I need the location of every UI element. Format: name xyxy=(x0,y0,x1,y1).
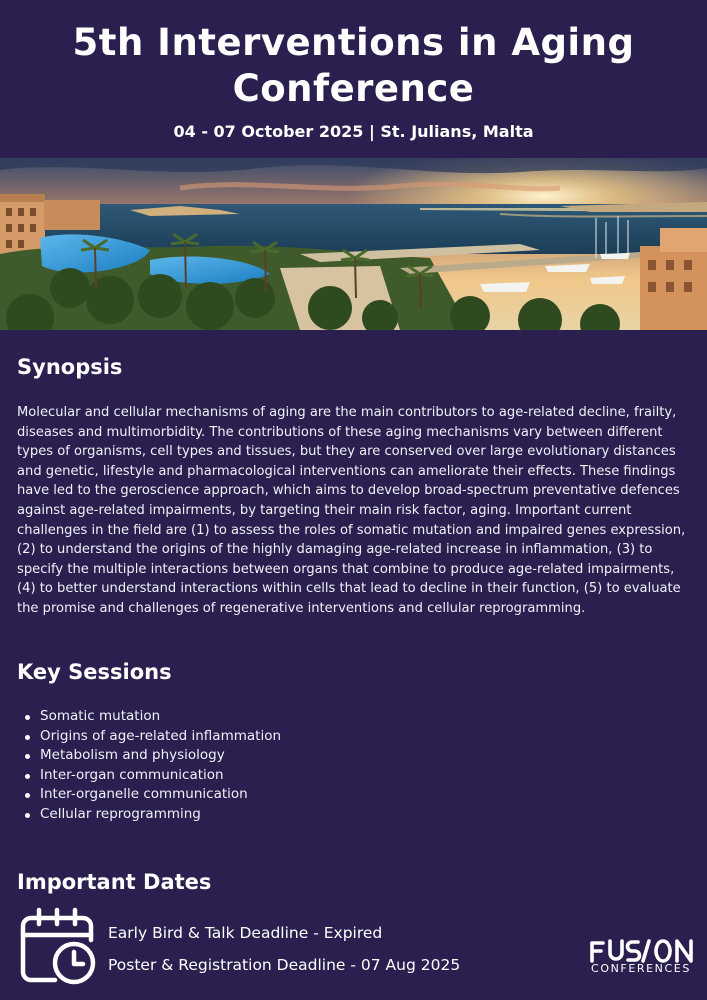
date-poster-registration: Poster & Registration Deadline - 07 Aug 2025 xyxy=(108,956,461,974)
page-title: 5th Interventions in Aging Conference xyxy=(72,21,635,110)
synopsis-text: Molecular and cellular mechanisms of aging are the main contributors to age-related decline, frailty, diseases and multimorbidity. The contributions of these aging mechanisms vary between different types of organisms, cell types and tissues, but they are conserved over large evolutionary distances and genetic, lifestyle and pharmacological interventions can ameliorate their effects. These findings have led to the geroscience approach, which aims to develop broad-spectrum preventative defences against age-related impairments, by targeting their main risk factor, aging. Important current challenges in the field are (1) to assess the roles of somatic mutation and impaired genes expression, (2) to understand the origins of the highly damaging age-related increase in inflammation, (3) to specify the multiple interactions between organs that combine to produce age-related impairments, (4) to better understand interactions within cells that lead to decline in their function, (5) to evaluate the promise and challenges of regenerative interventions and cellular reprogramming. xyxy=(17,405,686,616)
event-date-location: 04 - 07 October 2025 | St. Julians, Malta xyxy=(173,122,534,141)
list-item: Inter-organelle communication xyxy=(40,785,281,805)
synopsis-heading: Synopsis xyxy=(17,355,123,379)
important-dates-heading: Important Dates xyxy=(17,870,212,894)
date-early-bird: Early Bird & Talk Deadline - Expired xyxy=(108,924,383,942)
calendar-clock-icon xyxy=(17,904,101,988)
list-item: Inter-organ communication xyxy=(40,766,281,786)
list-item: Origins of age-related inflammation xyxy=(40,727,281,747)
header xyxy=(0,0,707,158)
key-sessions-list xyxy=(17,707,281,825)
list-item: Somatic mutation xyxy=(40,707,281,727)
list-item: Cellular reprogramming xyxy=(40,805,281,825)
resort-coastline-photo xyxy=(0,158,707,330)
fusion-logo xyxy=(588,935,698,983)
key-sessions-heading: Key Sessions xyxy=(17,660,172,684)
logo-tagline: CONFERENCES xyxy=(591,962,691,975)
list-item: Metabolism and physiology xyxy=(40,746,281,766)
